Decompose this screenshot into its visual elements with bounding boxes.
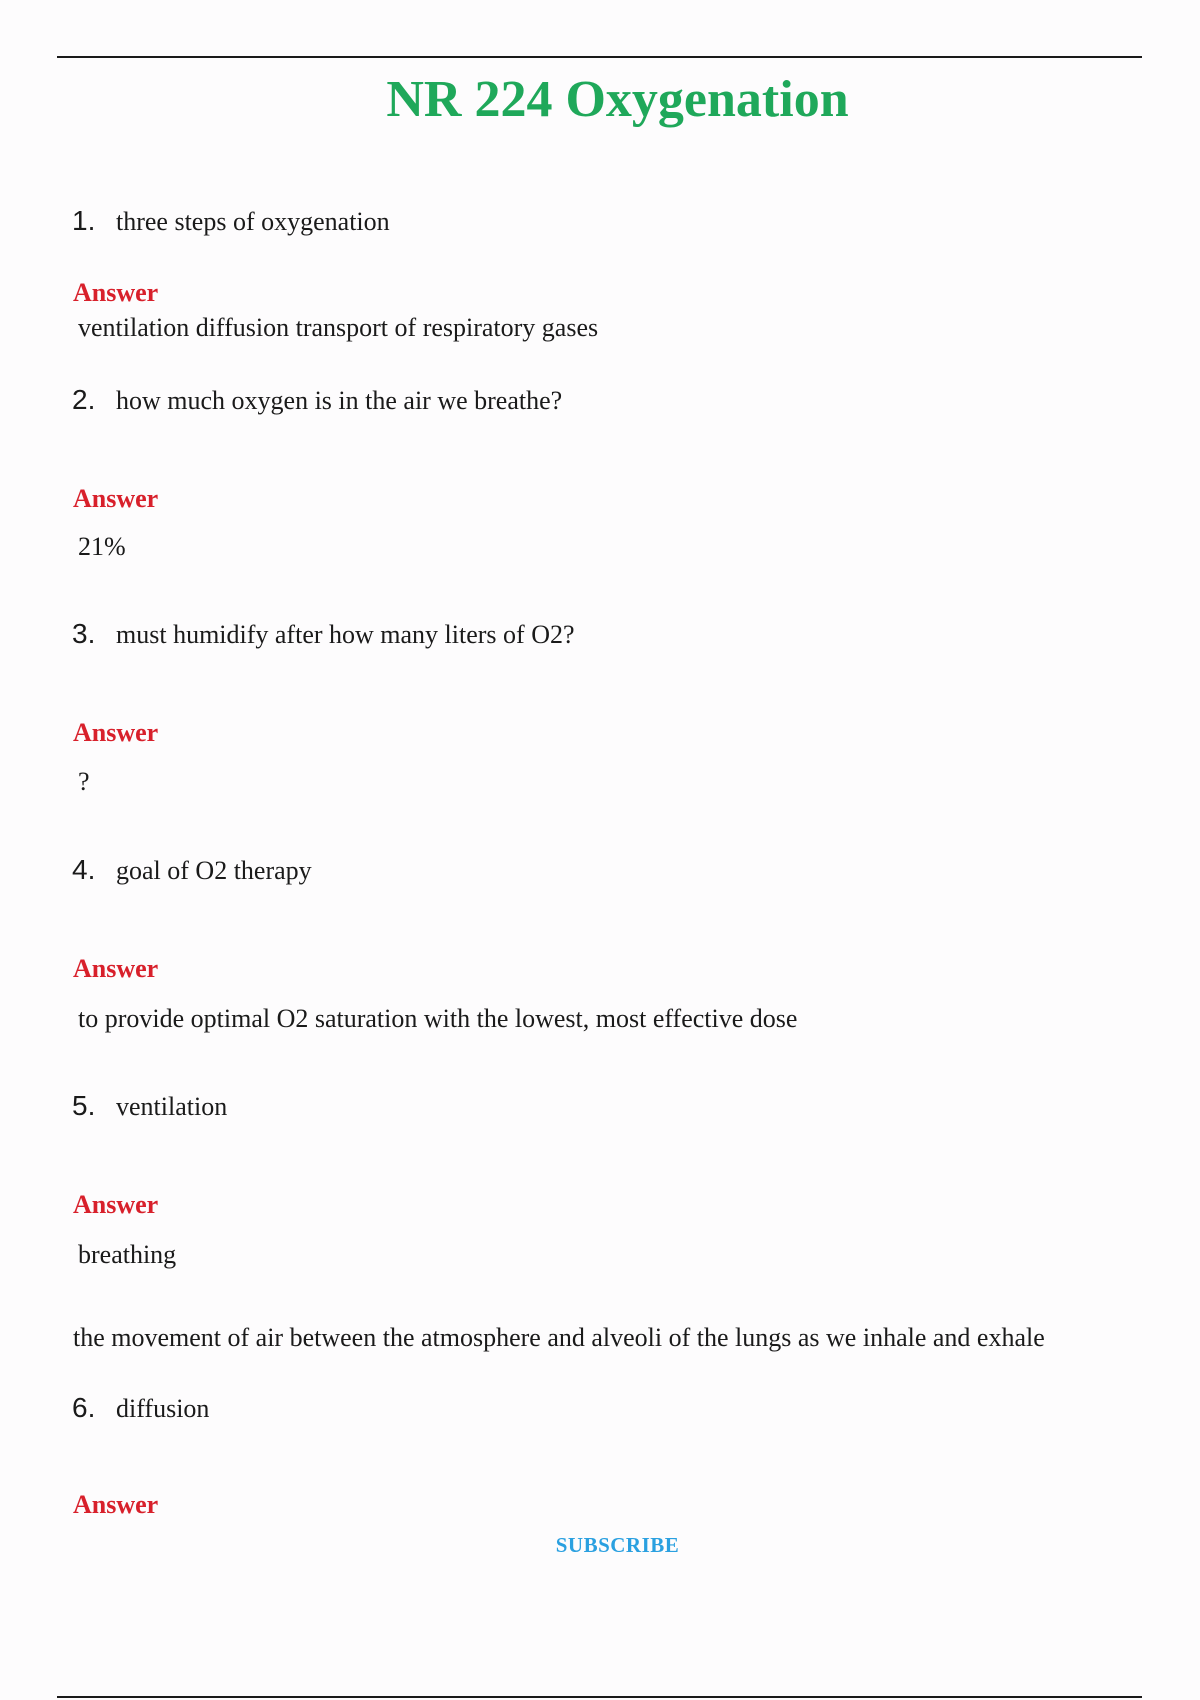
- answer-label: Answer: [73, 718, 159, 747]
- question-number: 5.: [72, 1090, 96, 1121]
- answer-text: to provide optimal O2 saturation with the lowest, most effective dose: [78, 1004, 798, 1033]
- bottom-rule: [57, 1696, 1142, 1698]
- question-text: ventilation: [116, 1092, 228, 1121]
- answer-text: 21%: [78, 532, 126, 561]
- question-text: goal of O2 therapy: [116, 856, 312, 885]
- answer-text: ventilation diffusion transport of respiratory gases: [78, 313, 599, 342]
- answer-label: Answer: [73, 278, 159, 307]
- question-5: [72, 1090, 1152, 1122]
- question-number: 6.: [72, 1392, 96, 1423]
- question-text: three steps of oxygenation: [116, 207, 390, 236]
- question-number: 2.: [72, 384, 96, 415]
- question-number: 4.: [72, 854, 96, 885]
- question-3: [72, 618, 1152, 650]
- question-number: 1.: [72, 205, 96, 236]
- subscribe-link[interactable]: SUBSCRIBE: [555, 1533, 680, 1557]
- question-text: how much oxygen is in the air we breathe?: [116, 386, 563, 415]
- answer-label: Answer: [73, 1490, 159, 1519]
- answer-label: Answer: [73, 484, 159, 513]
- answer-detail-text: the movement of air between the atmosphere and alveoli of the lungs as we inhale and exhale: [73, 1323, 1045, 1352]
- question-text: must humidify after how many liters of O2?: [116, 620, 575, 649]
- answer-text: breathing: [78, 1240, 177, 1269]
- question-2: [72, 384, 1152, 416]
- question-number: 3.: [72, 618, 96, 649]
- answer-label: Answer: [73, 1190, 159, 1219]
- question-1: [72, 205, 1152, 237]
- top-rule: [57, 56, 1142, 58]
- document-title: NR 224 Oxygenation: [386, 71, 849, 128]
- question-text: diffusion: [116, 1394, 210, 1423]
- answer-label: Answer: [73, 954, 159, 983]
- question-6: [72, 1392, 1152, 1424]
- question-4: [72, 854, 1152, 886]
- answer-text: ?: [78, 767, 90, 796]
